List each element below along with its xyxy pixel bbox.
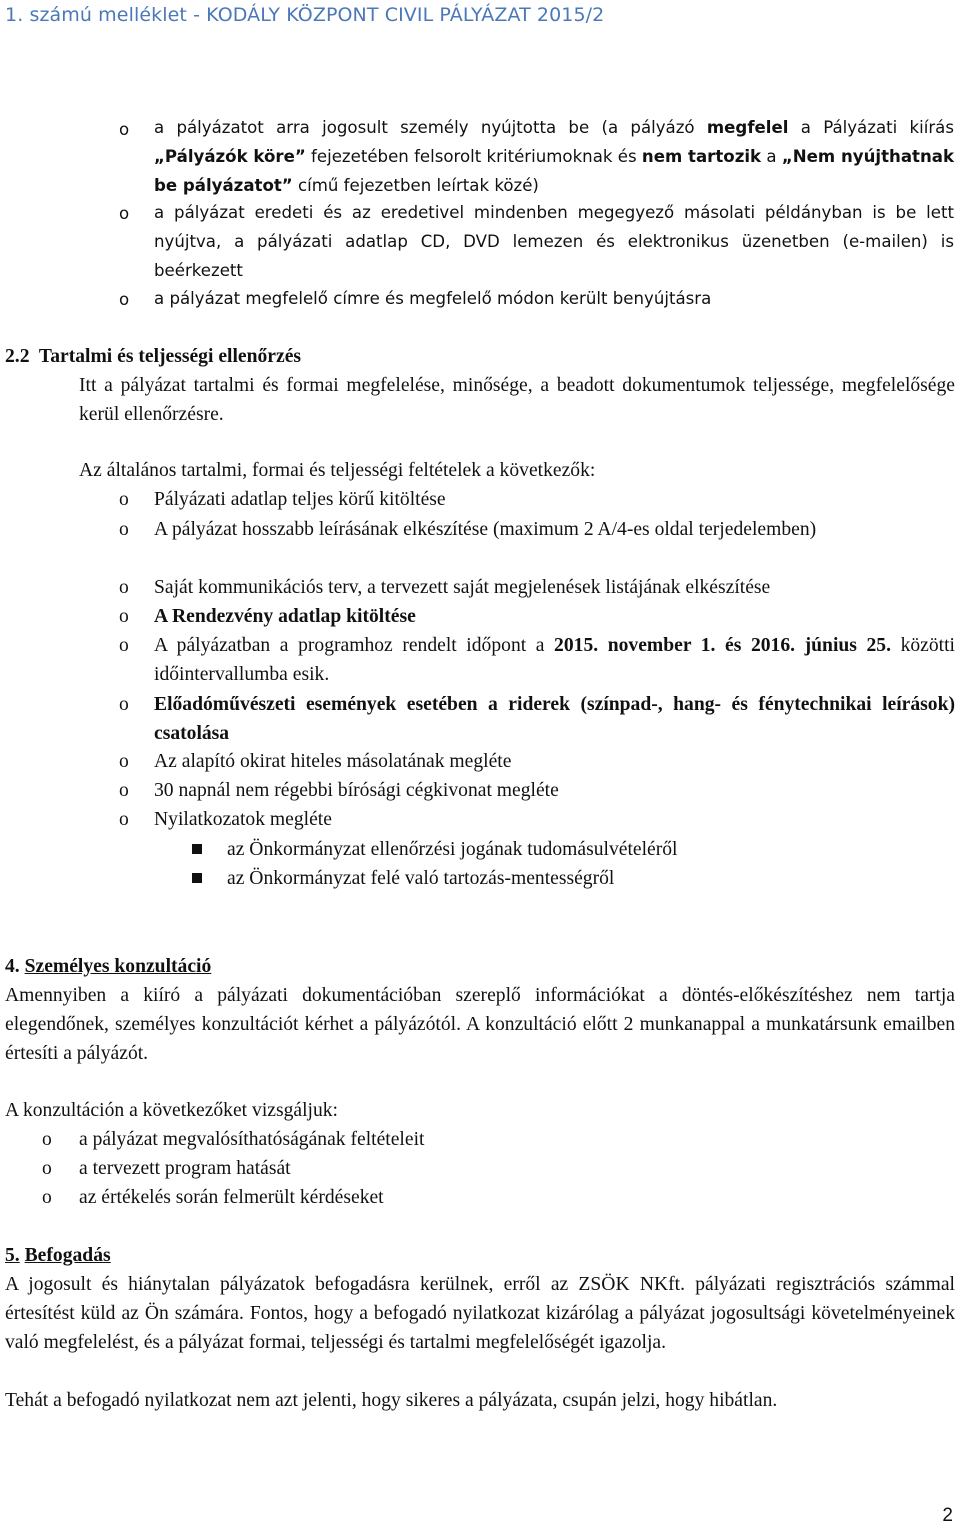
list-marker: o [119,606,129,627]
list-item: A pályázat hosszabb leírásának elkészítése (maximum 2 A/4-es oldal terjedelemben) [154,519,817,540]
list-marker: o [119,204,130,223]
list-marker: o [119,635,129,656]
list-marker: o [119,519,129,540]
list-item: A Rendezvény adatlap kitöltése [154,606,416,627]
section-paragraph: A jogosult és hiánytalan pályázatok befogadásra kerülnek, erről az ZSÖK NKft. pályázati regisztrációs számmal értesítést küld az Ön számára. Fontos, hogy a befogadó nyilatkozat kizárólag a pályázat jogosultsági követelményeinek való megfelelést, és a pályázat formai, teljességi és tartalmi megfelelőségét igazolja. [5,1274,955,1353]
list-marker: o [42,1158,52,1179]
list-item: a tervezett program hatását [79,1158,291,1179]
list-item: Nyilatkozatok megléte [154,809,332,830]
page-number: 2 [942,1505,953,1526]
square-bullet-icon [192,873,202,883]
section-heading: 5. Befogadás [5,1245,111,1266]
section-heading: 2.2 Tartalmi és teljességi ellenőrzés [5,346,302,367]
list-item: Saját kommunikációs terv, a tervezett saját megjelenések listájának elkészítése [154,577,771,598]
list-item: A pályázatban a programhoz rendelt időpont a 2015. november 1. és 2016. június 25. közötti időintervallumba esik. [154,635,955,685]
list-marker: o [119,577,129,598]
page-header: 1. számú melléklet - KODÁLY KÖZPONT CIVIL PÁLYÁZAT 2015/2 [5,4,605,26]
list-marker: o [119,751,129,772]
list-item: Előadóművészeti események esetében a riderek (színpad-, hang- és fénytechnikai leírások) csatolása [154,694,955,744]
list-marker: o [119,290,130,309]
list-marker: o [42,1187,52,1208]
section-heading: 4. Személyes konzultáció [5,956,212,977]
list-marker: o [119,780,129,801]
section-paragraph: Tehát a befogadó nyilatkozat nem azt jelenti, hogy sikeres a pályázata, csupán jelzi, hogy hibátlan. [5,1390,778,1411]
sub-list-item: az Önkormányzat ellenőrzési jogának tudomásulvételéről [227,839,678,860]
list-marker: o [119,489,129,510]
list-item: Pályázati adatlap teljes körű kitöltése [154,489,446,510]
section-paragraph: Amennyiben a kiíró a pályázati dokumentációban szereplő információkat a döntés-előkészítéshez nem tartja elegendőnek, személyes konzultációt kérhet a pályázótól. A konzultáció előtt 2 munkanappal a munkatársunk emailben értesíti a pályázót. [5,985,955,1064]
section-paragraph: Itt a pályázat tartalmi és formai megfelelése, minősége, a beadott dokumentumok teljessége, megfelelősége kerül ellenőrzésre. [79,375,955,425]
list-intro: Az általános tartalmi, formai és teljességi feltételek a következők: [79,460,596,481]
list-item: a pályázatot arra jogosult személy nyújtotta be (a pályázó megfelel a Pályázati kiírás „Pályázók köre” fejezetében felsorolt kritériumoknak és nem tartozik a „Nem nyújthatnak be pályázatot” című fejezetben leírtak közé) [154,118,955,195]
list-marker: o [119,694,129,715]
list-item: a pályázat megvalósíthatóságának feltételeit [79,1129,425,1150]
list-item: a pályázat eredeti és az eredetivel mindenben megegyező másolati példányban is be lett nyújtva, a pályázati adatlap CD, DVD lemezen és elektronikus üzenetben (e-mailen) is beérkezett [154,203,954,280]
list-marker: o [119,120,130,139]
list-intro: A konzultáción a következőket vizsgáljuk: [5,1100,338,1121]
list-item: Az alapító okirat hiteles másolatának megléte [154,751,512,772]
list-item: a pályázat megfelelő címre és megfelelő módon került benyújtásra [154,289,712,308]
sub-list-item: az Önkormányzat felé való tartozás-mentességről [227,868,615,889]
list-item: 30 napnál nem régebbi bírósági cégkivonat megléte [154,780,559,801]
list-marker: o [119,809,129,830]
list-item: az értékelés során felmerült kérdéseket [79,1187,384,1208]
square-bullet-icon [192,844,202,854]
list-marker: o [42,1129,52,1150]
